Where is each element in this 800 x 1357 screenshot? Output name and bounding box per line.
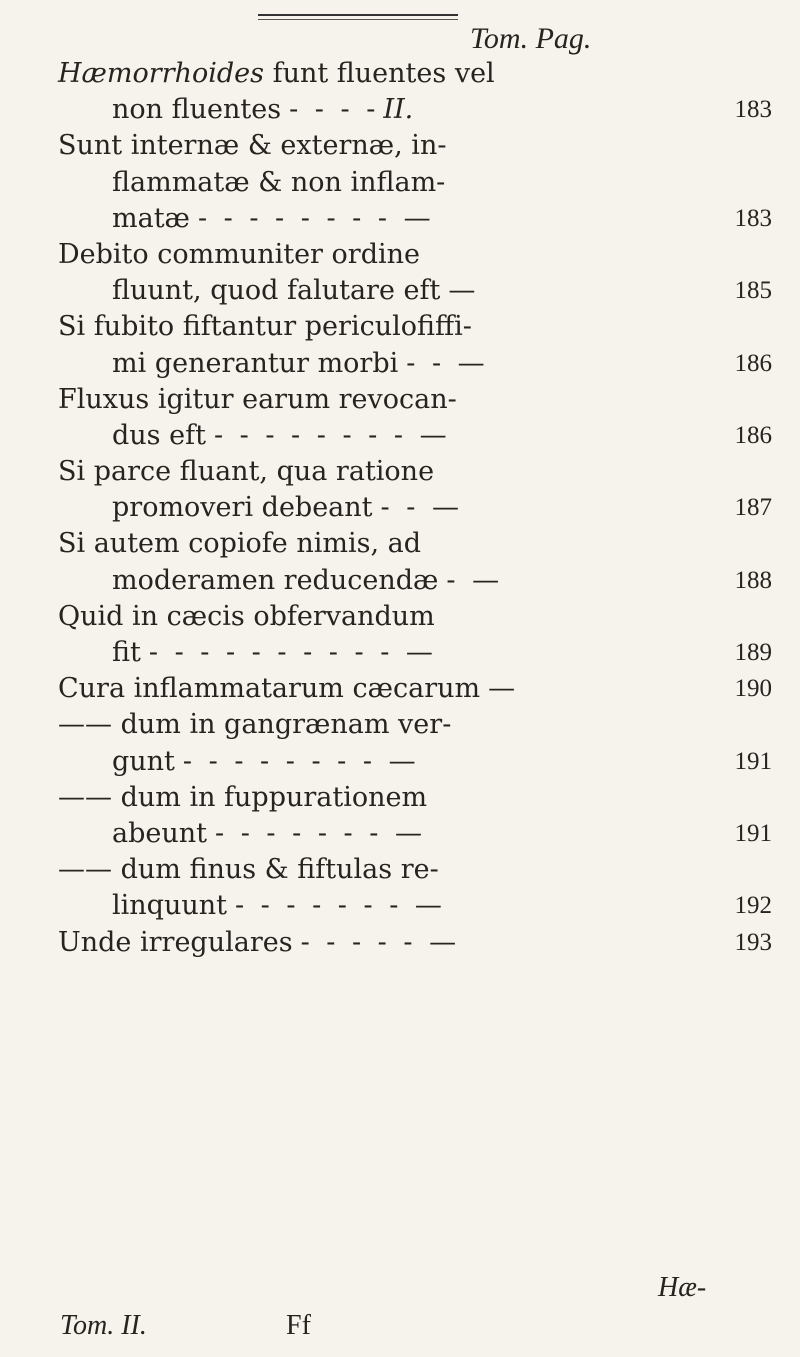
entry-text: Sunt internæ & externæ, in-: [58, 130, 447, 162]
index-line: [58, 671, 778, 707]
entry-text: dus eft: [112, 419, 206, 451]
index-line: [58, 925, 778, 961]
dot-leader: - - —: [380, 492, 463, 524]
page-number: 191: [734, 747, 772, 775]
page-number: 187: [734, 494, 772, 522]
dot-leader: - - - - - - - - —: [197, 202, 435, 234]
index-line: [58, 56, 778, 92]
dot-leader: - - - - - - - —: [215, 817, 426, 849]
entry-text: —— dum in fuppurationem: [58, 781, 428, 813]
index-line: [58, 128, 778, 164]
index-line: [58, 165, 778, 201]
entry-text: promoveri debeant: [112, 492, 373, 524]
footer-signature: Ff: [286, 1310, 311, 1341]
catchword: Hæ-: [658, 1272, 707, 1303]
entry-text: —— dum finus & fiftulas re-: [58, 854, 439, 886]
page-number: 193: [734, 928, 772, 956]
index-entries: [58, 56, 778, 961]
page-number: 190: [734, 675, 772, 703]
index-line: [58, 490, 778, 526]
entry-text: linquunt: [112, 890, 227, 922]
entry-text: —— dum in gangrænam ver-: [58, 709, 452, 741]
index-line: [58, 92, 778, 128]
entry-text: Unde irregulares: [58, 926, 293, 958]
page-number: 192: [734, 892, 772, 920]
page-number: 183: [734, 96, 772, 124]
dot-leader: - —: [446, 564, 504, 596]
page-number: 188: [734, 566, 772, 594]
dot-leader: —: [488, 673, 520, 705]
page-number: 183: [734, 204, 772, 232]
page-number: 191: [734, 819, 772, 847]
entry-text: gunt: [112, 745, 175, 777]
running-head: Tom. Pag.: [470, 22, 592, 55]
entry-text: flammatæ & non inflam-: [112, 166, 446, 198]
index-line: [58, 888, 778, 924]
index-line: [58, 526, 778, 562]
entry-text: fluunt, quod falutare eft: [112, 275, 441, 307]
page-number: 186: [734, 421, 772, 449]
page-number: 186: [734, 349, 772, 377]
dot-leader: —: [448, 275, 480, 307]
entry-text: Si parce fluant, qua ratione: [58, 456, 435, 488]
entry-text: Si autem copiofe nimis, ad: [58, 528, 421, 560]
index-line: [58, 816, 778, 852]
dot-leader: - - - -: [289, 94, 380, 126]
entry-text: Si fubito fiftantur periculofiffi-: [58, 311, 472, 343]
entry-text: matæ: [112, 202, 190, 234]
tome-reference: II.: [383, 94, 414, 126]
page-number: 185: [734, 277, 772, 305]
index-line: [58, 707, 778, 743]
index-line: [58, 273, 778, 309]
dot-leader: - - - - - - - - - - —: [148, 637, 437, 668]
index-line: [58, 744, 778, 780]
index-line: [58, 382, 778, 418]
index-line: [58, 309, 778, 345]
dot-leader: - - - - - —: [300, 926, 461, 958]
index-line: [58, 599, 778, 635]
entry-text: fit: [112, 637, 141, 668]
dot-leader: - - - - - - - —: [234, 890, 446, 922]
entry-text: abeunt: [112, 817, 207, 849]
entry-head-word: Hæmorrhoides: [58, 58, 264, 89]
footer-volume: Tom. II.: [60, 1310, 147, 1341]
dot-leader: - - —: [406, 347, 489, 379]
entry-text: Cura inflammatarum cæcarum: [58, 673, 481, 705]
index-line: [58, 237, 778, 273]
index-line: [58, 346, 778, 382]
entry-text: Fluxus igitur earum revocan-: [58, 383, 457, 415]
entry-text: Quid in cæcis obfervandum: [58, 600, 435, 632]
dot-leader: - - - - - - - - —: [182, 745, 420, 777]
entry-text: non fluentes: [112, 94, 282, 126]
entry-text: mi generantur morbi: [112, 347, 399, 379]
index-line: [58, 201, 778, 237]
index-line: [58, 563, 778, 599]
entry-text: funt fluentes vel: [264, 58, 495, 89]
index-line: [58, 418, 778, 454]
top-double-rule: [258, 14, 458, 20]
page-number: 189: [734, 639, 772, 666]
index-line: [58, 454, 778, 490]
index-line: [58, 852, 778, 888]
index-line: [58, 635, 778, 671]
index-line: [58, 780, 778, 816]
entry-text: moderamen reducendæ: [112, 564, 439, 596]
entry-text: Debito communiter ordine: [58, 238, 420, 270]
dot-leader: - - - - - - - - —: [213, 419, 451, 451]
